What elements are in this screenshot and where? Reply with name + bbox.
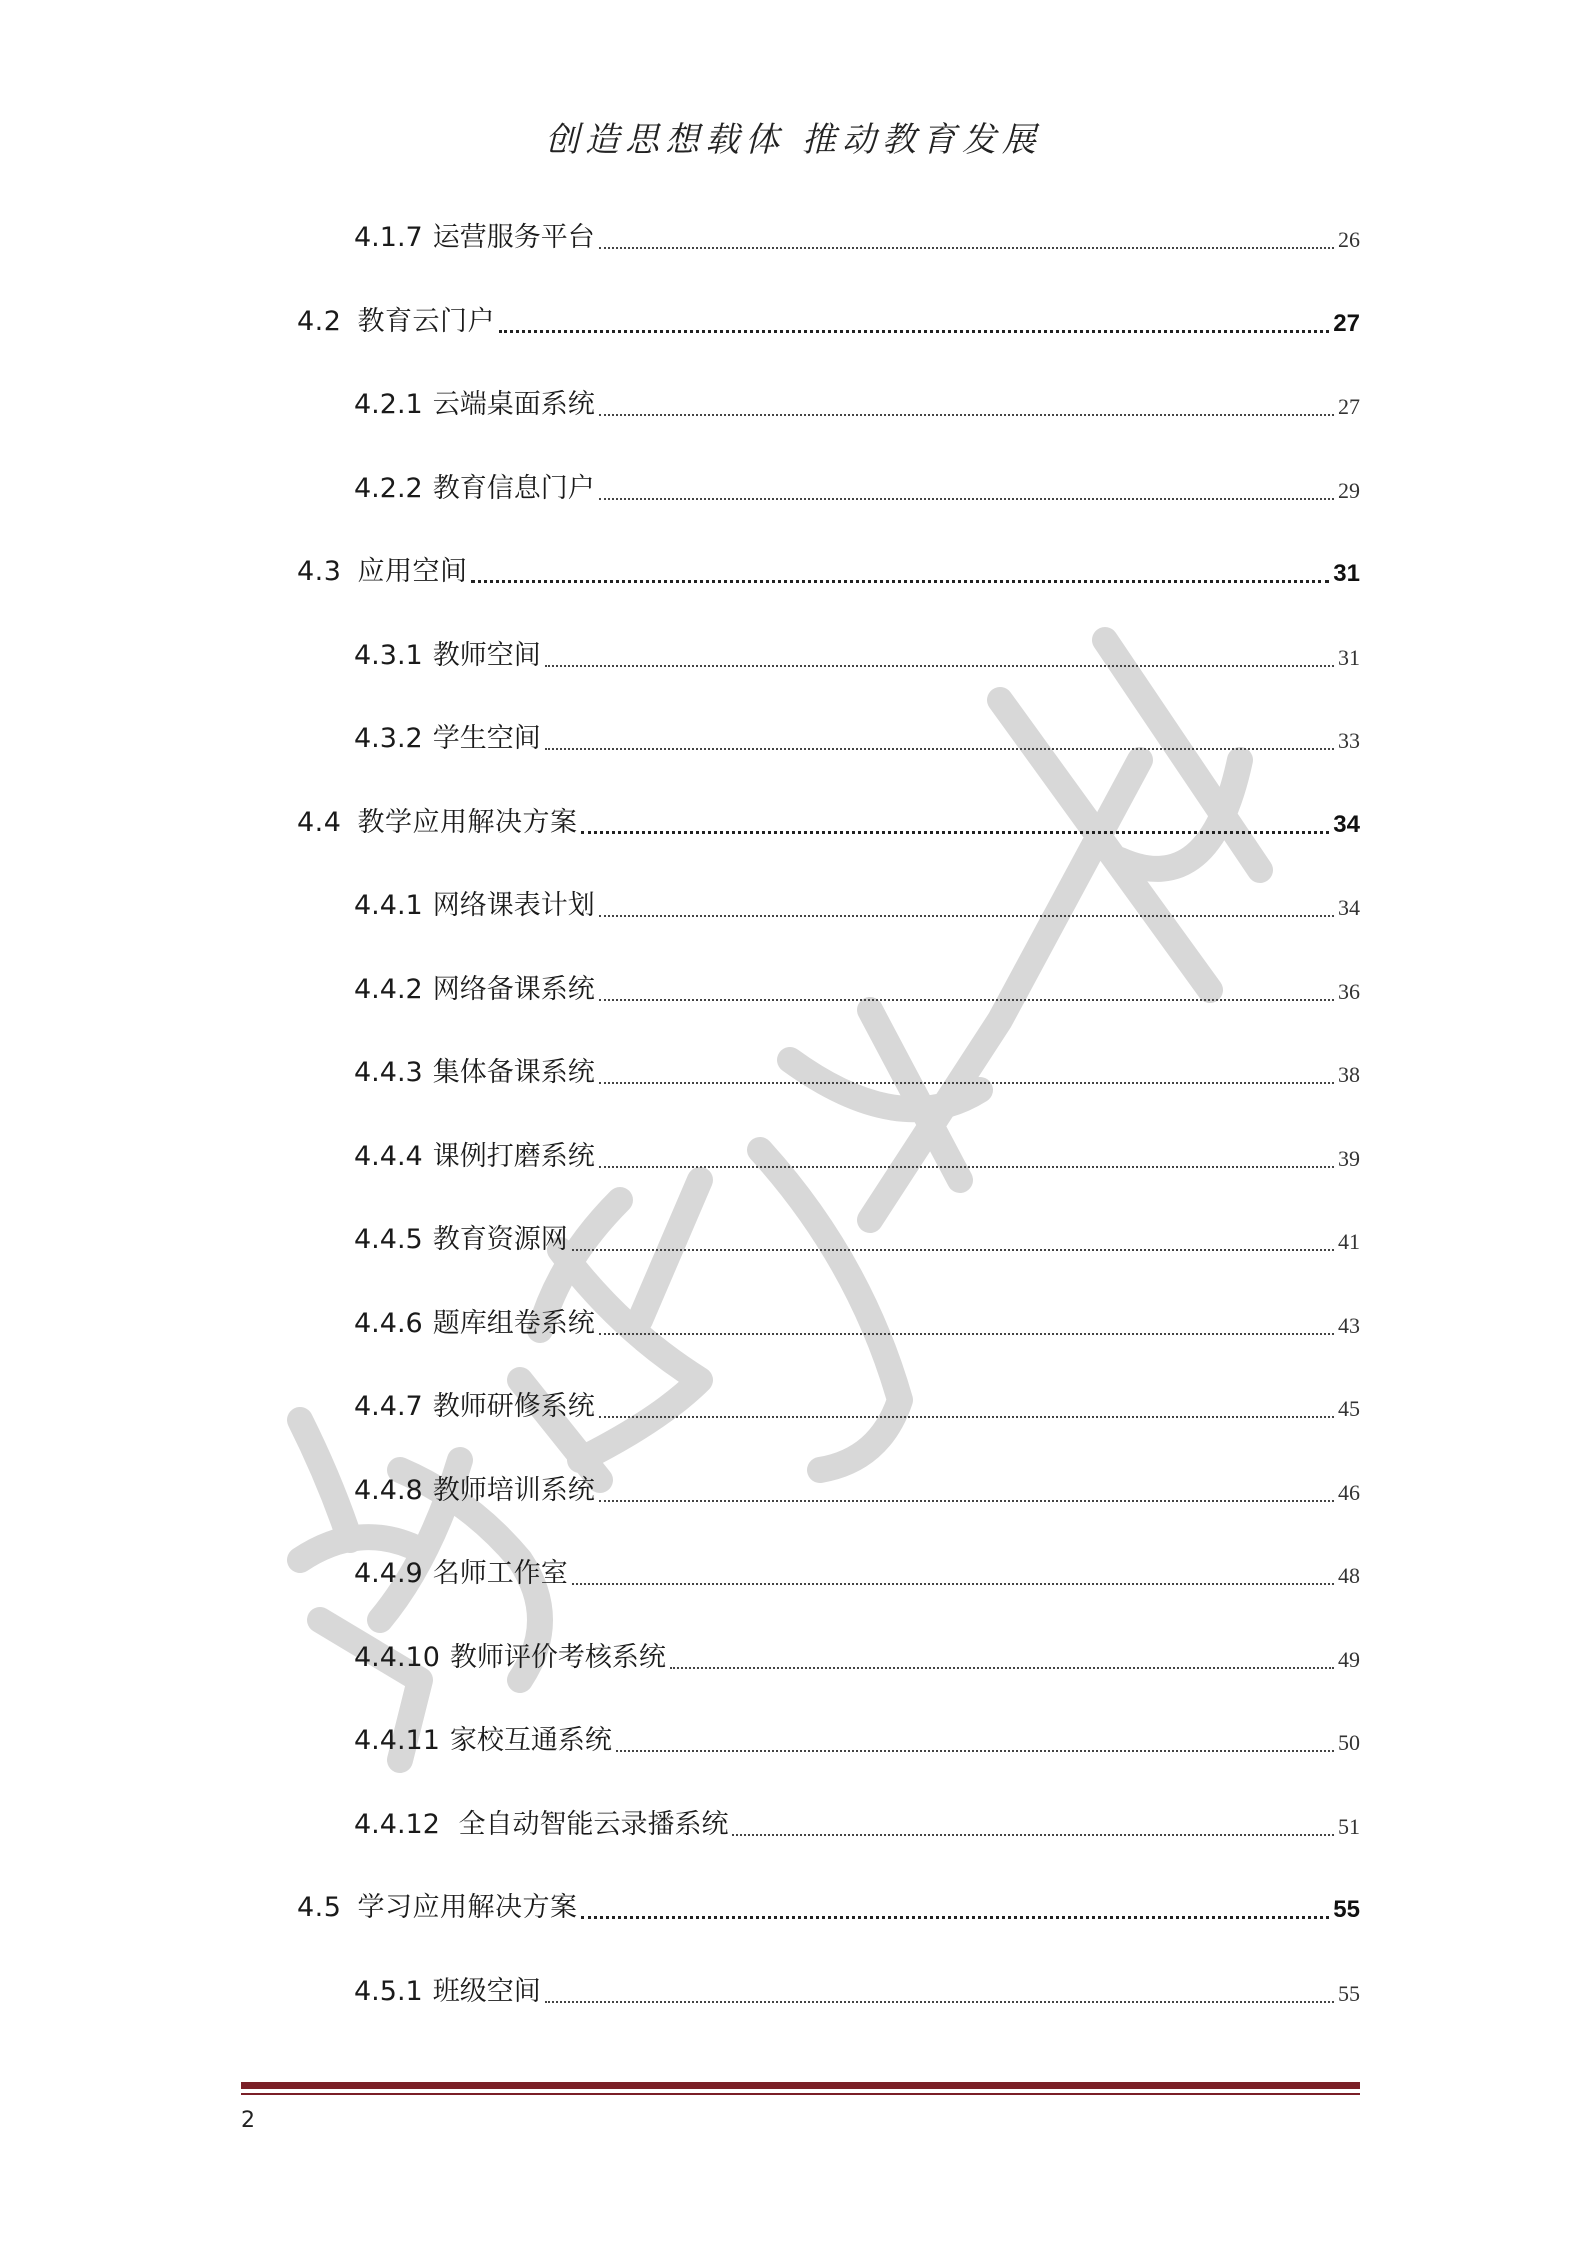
- toc-entry-label: [354, 385, 595, 425]
- toc-entry-number: 4.4.5: [354, 1224, 423, 1255]
- toc-entry-label: [354, 1471, 595, 1511]
- toc-entry-label: [354, 1137, 595, 1177]
- toc-entry[interactable]: [354, 461, 1360, 509]
- toc-entry[interactable]: [354, 210, 1360, 258]
- toc-entry[interactable]: [354, 1630, 1360, 1678]
- toc-dot-leader: [581, 1916, 1329, 1919]
- toc-entry-page: 31: [1338, 645, 1360, 670]
- toc-dot-leader: [599, 1416, 1334, 1418]
- toc-dot-leader: [499, 330, 1329, 333]
- toc-entry-title: 课例打磨系统: [432, 1141, 595, 1172]
- toc-entry-page: 51: [1338, 1814, 1360, 1839]
- toc-entry-number: 4.4.3: [354, 1057, 423, 1088]
- toc-entry-number: 4.2.1: [354, 389, 423, 420]
- toc-entry-number: 4.4.1: [354, 890, 423, 921]
- toc-entry-number: 4.4.12: [354, 1809, 440, 1840]
- toc-entry-label: [354, 1638, 666, 1678]
- toc-entry-label: [297, 302, 495, 342]
- toc-dot-leader: [572, 1249, 1334, 1251]
- toc-entry-page: 39: [1338, 1146, 1360, 1171]
- toc-entry-page: 38: [1338, 1062, 1360, 1087]
- toc-entry[interactable]: [354, 1129, 1360, 1177]
- toc-entry-page: 46: [1338, 1480, 1360, 1505]
- toc-entry-title: 教师评价考核系统: [449, 1642, 666, 1673]
- toc-entry[interactable]: [354, 1713, 1360, 1761]
- toc-entry-label: [354, 970, 595, 1010]
- toc-entry-title: 名师工作室: [432, 1558, 568, 1589]
- toc-entry[interactable]: [354, 878, 1360, 926]
- toc-entry-title: 网络备课系统: [432, 974, 595, 1005]
- toc-entry-number: 4.4.2: [354, 974, 423, 1005]
- toc-entry-title: 教师研修系统: [432, 1391, 595, 1422]
- toc-entry[interactable]: [354, 1463, 1360, 1511]
- toc-dot-leader: [599, 1166, 1334, 1168]
- page-header-motto: 创造思想载体 推动教育发展: [545, 120, 1042, 160]
- toc-entry-title: 全自动智能云录播系统: [449, 1809, 729, 1840]
- toc-entry-title: 教育资源网: [432, 1224, 568, 1255]
- toc-entry-number: 4.5: [297, 1892, 342, 1923]
- toc-entry-number: 4.4: [297, 807, 342, 838]
- toc-entry-title: 题库组卷系统: [432, 1308, 595, 1339]
- toc-entry-number: 4.4.6: [354, 1308, 423, 1339]
- toc-entry-title: 教师空间: [432, 640, 541, 671]
- toc-entry-number: 4.5.1: [354, 1976, 423, 2007]
- toc-entry[interactable]: [354, 711, 1360, 759]
- toc-entry-title: 班级空间: [432, 1976, 541, 2007]
- toc-entry-label: [354, 1220, 568, 1260]
- toc-entry-title: 教育云门户: [357, 306, 495, 337]
- toc-entry-number: 4.4.7: [354, 1391, 423, 1422]
- toc-entry[interactable]: [354, 1045, 1360, 1093]
- watermark-text: 智囊天下: [0, 0, 4, 1]
- toc-entry[interactable]: [354, 628, 1360, 676]
- toc-entry-label: [354, 1805, 728, 1845]
- toc-entry-label: [354, 719, 541, 759]
- toc-entry-title: 应用空间: [357, 556, 468, 587]
- toc-entry-page: 43: [1338, 1313, 1360, 1338]
- toc-entry-label: [354, 1972, 541, 2012]
- toc-entry-page: 48: [1338, 1563, 1360, 1588]
- toc-dot-leader: [732, 1834, 1334, 1836]
- toc-entry-number: 4.3: [297, 556, 342, 587]
- toc-dot-leader: [581, 831, 1329, 834]
- toc-entry[interactable]: [297, 544, 1360, 592]
- toc-dot-leader: [471, 580, 1329, 583]
- page-number: 2: [241, 2108, 255, 2133]
- toc-entry-page: 45: [1338, 1396, 1360, 1421]
- toc-entry[interactable]: [354, 377, 1360, 425]
- toc-dot-leader: [616, 1750, 1334, 1752]
- toc-entry-title: 教育信息门户: [432, 473, 595, 504]
- toc-dot-leader: [670, 1667, 1334, 1669]
- toc-entry-label: [354, 218, 595, 258]
- toc-entry-title: 云端桌面系统: [432, 389, 595, 420]
- toc-dot-leader: [572, 1583, 1334, 1585]
- footer-rule-thin: [241, 2093, 1360, 2095]
- toc-entry-label: [354, 1387, 595, 1427]
- toc-dot-leader: [599, 1500, 1334, 1502]
- toc-entry-number: 4.4.11: [354, 1725, 440, 1756]
- toc-entry-title: 学习应用解决方案: [357, 1892, 578, 1923]
- toc-entry[interactable]: [354, 1212, 1360, 1260]
- toc-entry-label: [354, 1554, 568, 1594]
- toc-entry-title: 运营服务平台: [432, 222, 595, 253]
- toc-dot-leader: [599, 1082, 1334, 1084]
- toc-entry-page: 36: [1338, 979, 1360, 1004]
- toc-entry-page: 27: [1338, 394, 1360, 419]
- toc-entry[interactable]: [354, 1379, 1360, 1427]
- toc-entry-number: 4.4.4: [354, 1141, 423, 1172]
- toc-dot-leader: [599, 999, 1334, 1001]
- toc-dot-leader: [545, 748, 1334, 750]
- toc-entry-label: [354, 1304, 595, 1344]
- toc-entry[interactable]: [354, 1546, 1360, 1594]
- toc-entry-label: [297, 1888, 577, 1928]
- toc-entry-number: 4.4.9: [354, 1558, 423, 1589]
- toc-entry-label: [354, 1053, 595, 1093]
- toc-entry-label: [354, 886, 595, 926]
- toc-dot-leader: [599, 498, 1334, 500]
- toc-entry-page: 49: [1338, 1647, 1360, 1672]
- toc-dot-leader: [599, 247, 1334, 249]
- toc-entry-label: [297, 552, 467, 592]
- toc-entry-label: [354, 469, 595, 509]
- toc-entry[interactable]: [297, 294, 1360, 342]
- toc-entry[interactable]: [354, 962, 1360, 1010]
- toc-entry-page: 55: [1338, 1981, 1360, 2006]
- toc-entry-page: 41: [1338, 1229, 1360, 1254]
- toc-entry-page: 26: [1338, 227, 1360, 252]
- toc-entry-title: 家校互通系统: [449, 1725, 612, 1756]
- toc-entry-number: 4.4.8: [354, 1475, 423, 1506]
- toc-entry-page: 27: [1333, 310, 1360, 337]
- toc-entry[interactable]: [354, 1296, 1360, 1344]
- toc-entry-number: 4.2.2: [354, 473, 423, 504]
- toc-dot-leader: [599, 1333, 1334, 1335]
- toc-entry-label: [297, 803, 577, 843]
- toc-entry-page: 29: [1338, 478, 1360, 503]
- toc-entry[interactable]: [354, 1797, 1360, 1845]
- toc-entry-title: 网络课表计划: [432, 890, 595, 921]
- toc-entry-title: 教学应用解决方案: [357, 807, 578, 838]
- toc-entry[interactable]: [297, 795, 1360, 843]
- toc-entry-number: 4.4.10: [354, 1642, 440, 1673]
- toc-dot-leader: [545, 665, 1334, 667]
- toc-entry-label: [354, 1721, 612, 1761]
- toc-entry-page: 31: [1333, 560, 1360, 587]
- toc-entry-page: 34: [1333, 811, 1360, 838]
- toc-entry-page: 33: [1338, 728, 1360, 753]
- toc-dot-leader: [599, 915, 1334, 917]
- toc-entry-page: 50: [1338, 1730, 1360, 1755]
- toc-entry[interactable]: [297, 1880, 1360, 1928]
- toc-entry-number: 4.3.2: [354, 723, 423, 754]
- toc-entry-label: [354, 636, 541, 676]
- toc-entry-number: 4.2: [297, 306, 342, 337]
- toc-entry-page: 55: [1333, 1896, 1360, 1923]
- toc-entry-number: 4.3.1: [354, 640, 423, 671]
- footer-rule: [241, 2082, 1360, 2089]
- toc-entry-title: 教师培训系统: [432, 1475, 595, 1506]
- toc-entry-number: 4.1.7: [354, 222, 423, 253]
- toc-entry-title: 学生空间: [432, 723, 541, 754]
- toc-entry-title: 集体备课系统: [432, 1057, 595, 1088]
- toc-dot-leader: [545, 2001, 1334, 2003]
- toc-dot-leader: [599, 414, 1334, 416]
- toc-entry-page: 34: [1338, 895, 1360, 920]
- toc-entry[interactable]: [354, 1964, 1360, 2012]
